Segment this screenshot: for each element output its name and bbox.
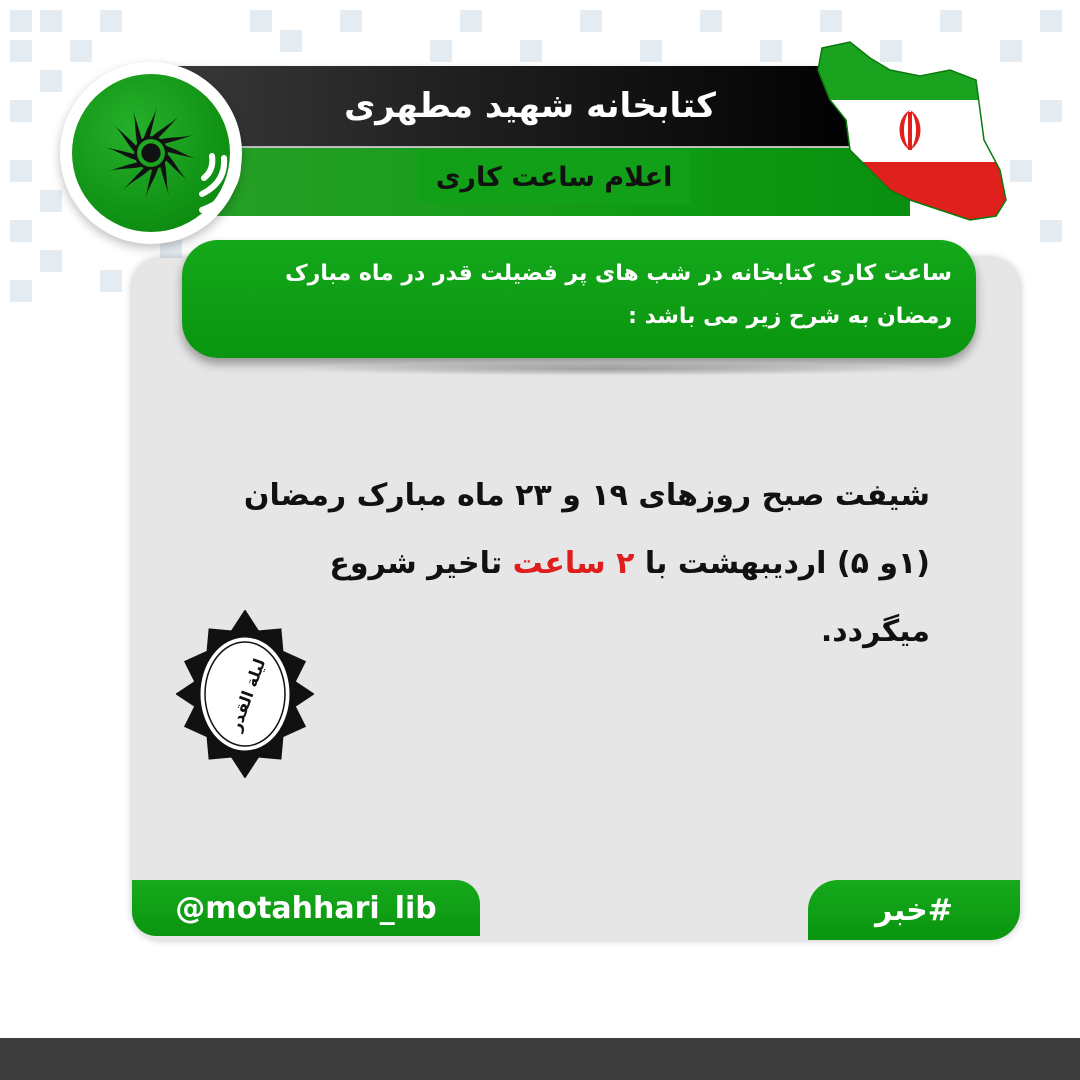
laylat-al-qadr-emblem-icon — [176, 610, 314, 778]
banner-shadow — [300, 362, 920, 376]
signal-waves-icon — [196, 150, 256, 220]
announcement-text — [240, 462, 930, 666]
delay-highlight: ۲ ساعت — [512, 546, 635, 581]
emblem-calligraphy: لیلة القدر — [225, 655, 270, 734]
social-handle-link[interactable]: @motahhari_lib — [132, 880, 480, 936]
bottom-bar — [0, 1038, 1080, 1080]
page-subtitle: اعلام ساعت کاری — [418, 150, 690, 204]
iran-flag-map-icon — [800, 40, 1020, 230]
intro-text: ساعت کاری کتابخانه در شب های پر فضیلت قدر در ماه مبارک رمضان به شرح زیر می باشد : — [285, 261, 952, 329]
announcement-line-1: شیفت صبح روزهای ۱۹ و ۲۳ ماه مبارک رمضان — [243, 478, 930, 513]
announcement-line-2: (۱و ۵) اردیبهشت با ۲ ساعت تاخیر شروع میگردد. — [329, 546, 930, 649]
page-title: کتابخانه شهید مطهری — [344, 86, 716, 126]
news-hashtag-link[interactable]: #خبر — [808, 880, 1020, 940]
